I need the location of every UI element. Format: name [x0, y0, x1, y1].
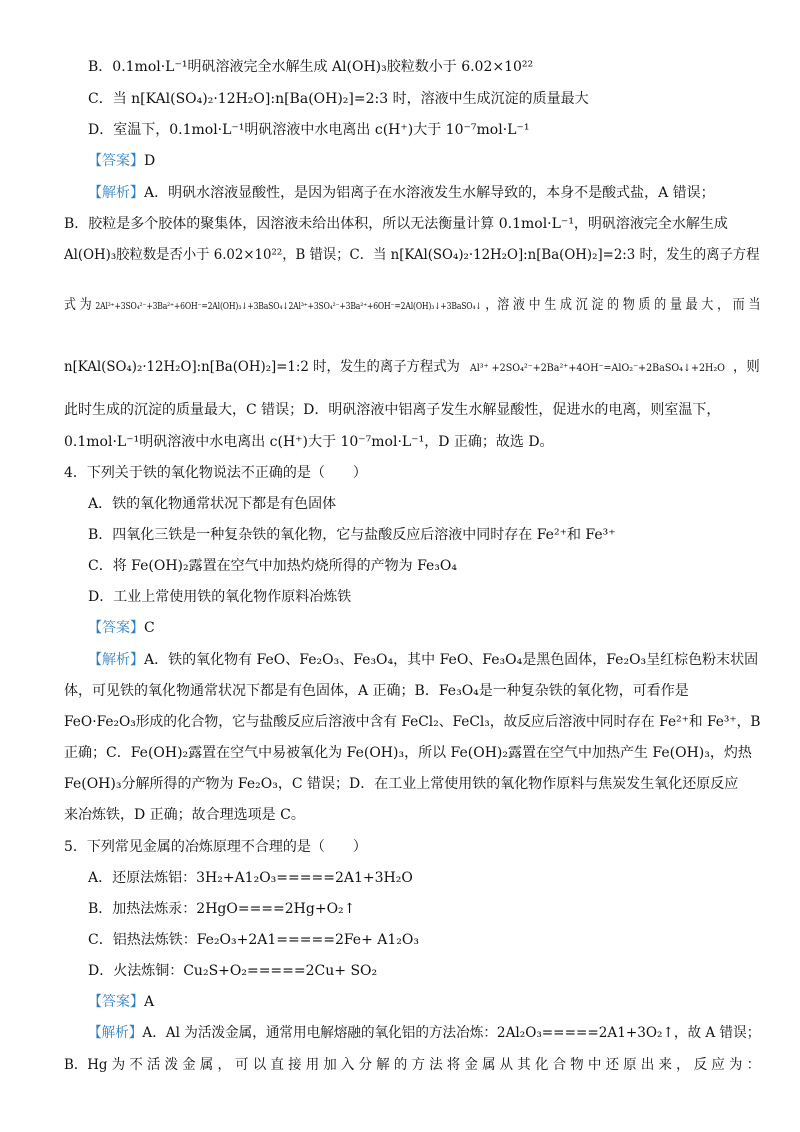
answer-tag: 【 答案 】: [88, 994, 144, 1010]
analysis-tag: 【 解析 】: [88, 1025, 142, 1041]
q3-option-d: D．室温下，0.1mol·L⁻¹明矾溶液中水电离出 c(H⁺)大于 10⁻⁷mol·L⁻¹: [88, 122, 530, 138]
q4-option-b: B．四氧化三铁是一种复杂铁的氧化物，它与盐酸反应后溶液中同时存在 Fe²⁺和 Fe³⁺: [88, 527, 616, 543]
q3-answer-value: D: [144, 153, 156, 169]
q5-analysis-line-2: B．Hg 为 不 活 泼 金 属 ， 可 以 直 接 用 加 入 分 解 的 方 法 将 金 属 从 其 化 合 物 中 还 原 出 来 ， 反 应 为 ：: [64, 1057, 761, 1073]
q4-analysis-line-2: 体，可见铁的氧化物通常状况下都是有色固体，A 正确；B．Fe₃O₄是一种复杂铁的氧化物，可看作是: [64, 683, 689, 699]
answer-tag: 【 答案 】: [88, 153, 144, 169]
q5-answer: [88, 993, 154, 1011]
q3-answer: [88, 152, 155, 170]
q3-option-c: C．当 n[KAl(SO₄)₂·12H₂O]:n[Ba(OH)₂]=2:3 时，溶液中生成沉淀的质量最大: [88, 91, 589, 107]
q4-analysis-line-4: 正确；C．Fe(OH)₂露置在空气中易被氧化为 Fe(OH)₃，所以 Fe(OH)₂露置在空气中加热产生 Fe(OH)₃，灼热: [64, 745, 752, 761]
q5-option-b: B．加热法炼汞：2HgO====2Hg+O₂↑: [88, 901, 356, 917]
q5-option-c: C．铝热法炼铁：Fe₂O₃+2A1=====2Fe+ A1₂O₃: [88, 932, 419, 948]
q5-option-d: D．火法炼铜：Cu₂S+O₂=====2Cu+ SO₂: [88, 963, 378, 979]
q3-analysis-line-7: 0.1mol·L⁻¹明矾溶液中水电离出 c(H⁺)大于 10⁻⁷mol·L⁻¹，D 正确；故选 D。: [64, 434, 554, 450]
q3-analysis-line-1: 【 解析 】 A．明矾水溶液显酸性，是因为铝离子在水溶液发生水解导致的，本身不是酸式盐，A 错误；: [88, 184, 715, 202]
answer-tag: 【 答案 】: [88, 620, 144, 636]
q3-analysis-line-6: 此时生成的沉淀的质量最大，C 错误；D．明矾溶液中铝离子发生水解显酸性，促进水的电离，则室温下，: [64, 402, 721, 418]
q4-answer-value: C: [144, 620, 155, 636]
q5-analysis-line-1: 【 解析 】 A．Al 为活泼金属，通常用电解熔融的氧化铝的方法冶炼：2Al₂O₃=====2A1+3O₂↑，故 A 错误；: [88, 1024, 760, 1042]
q3-analysis-line-4: 式 为 2Al³⁺+3SO₄²⁻+3Ba²⁺+6OH⁻=2Al(OH)₃↓+3BaSO₄↓2Al³⁺+3SO₄²⁻+3Ba²⁺+6OH⁻=2Al(OH)₃↓+3BaSO₄↓ ，溶 液 中 生 成 沉 淀 的 物 质 的 量 最 大 ， 而 当: [64, 297, 761, 313]
q4-option-d: D．工业上常使用铁的氧化物作原料冶炼铁: [88, 589, 352, 605]
q4-analysis-line-5: Fe(OH)₃分解所得的产物为 Fe₂O₃，C 错误；D．在工业上常使用铁的氧化物作原料与焦炭发生氧化还原反应: [64, 776, 739, 792]
q3-analysis-line-3: Al(OH)₃胶粒数是否小于 6.02×10²²，B 错误；C．当 n[KAl(SO₄)₂·12H₂O]:n[Ba(OH)₂]=2:3 时，发生的离子方程: [64, 247, 760, 263]
q3-analysis-line-2: B．胶粒是多个胶体的聚集体，因溶液未给出体积，所以无法衡量计算 0.1mol·L⁻¹，明矾溶液完全水解生成: [64, 216, 728, 232]
ionic-equation-image: Al³⁺ +2SO₄²⁻+2Ba²⁺+4OH⁻=AlO₂⁻+2BaSO₄↓+2H₂O: [469, 363, 725, 374]
q4-stem: 4．下列关于铁的氧化物说法不正确的是（ ）: [64, 465, 367, 481]
q4-option-a: A．铁的氧化物通常状况下都是有色固体: [88, 496, 337, 512]
analysis-tag: 【 解析 】: [88, 652, 144, 668]
q4-analysis-line-3: FeO·Fe₂O₃形成的化合物，它与盐酸反应后溶液中含有 FeCl₂、FeCl₃，故反应后溶液中同时存在 Fe²⁺和 Fe³⁺，B: [64, 714, 761, 730]
q3-option-b: B．0.1mol·L⁻¹明矾溶液完全水解生成 Al(OH)₃胶粒数小于 6.02×10²²: [88, 59, 534, 75]
analysis-tag: 【 解析 】: [88, 185, 144, 201]
q4-option-c: C．将 Fe(OH)₂露置在空气中加热灼烧所得的产物为 Fe₃O₄: [88, 558, 458, 574]
q4-answer: [88, 619, 155, 637]
q3-analysis-line-5: n[KAl(SO₄)₂·12H₂O]:n[Ba(OH)₂]=1:2 时，发生的离子方程式为 Al³⁺ +2SO₄²⁻+2Ba²⁺+4OH⁻=AlO₂⁻+2BaSO₄↓+2H₂O ，则: [64, 359, 760, 375]
q5-answer-value: A: [144, 994, 155, 1010]
q5-stem: 5．下列常见金属的冶炼原理不合理的是（ ）: [64, 839, 367, 855]
q4-analysis-line-6: 来冶炼铁，D 正确；故合理选项是 C。: [64, 807, 305, 823]
q5-option-a: A．还原法炼铝：3H₂+A1₂O₃=====2A1+3H₂O: [88, 870, 413, 886]
q4-analysis-line-1: 【 解析 】 A．铁的氧化物有 FeO、Fe₂O₃、Fe₃O₄，其中 FeO、Fe₃O₄是黑色固体，Fe₂O₃呈红棕色粉末状固: [88, 651, 758, 669]
ionic-equation-image: 2Al³⁺+3SO₄²⁻+3Ba²⁺+6OH⁻=2Al(OH)₃↓+3BaSO₄↓2Al³⁺+3SO₄²⁻+3Ba²⁺+6OH⁻=2Al(OH)₃↓+3BaSO₄↓: [95, 302, 482, 312]
